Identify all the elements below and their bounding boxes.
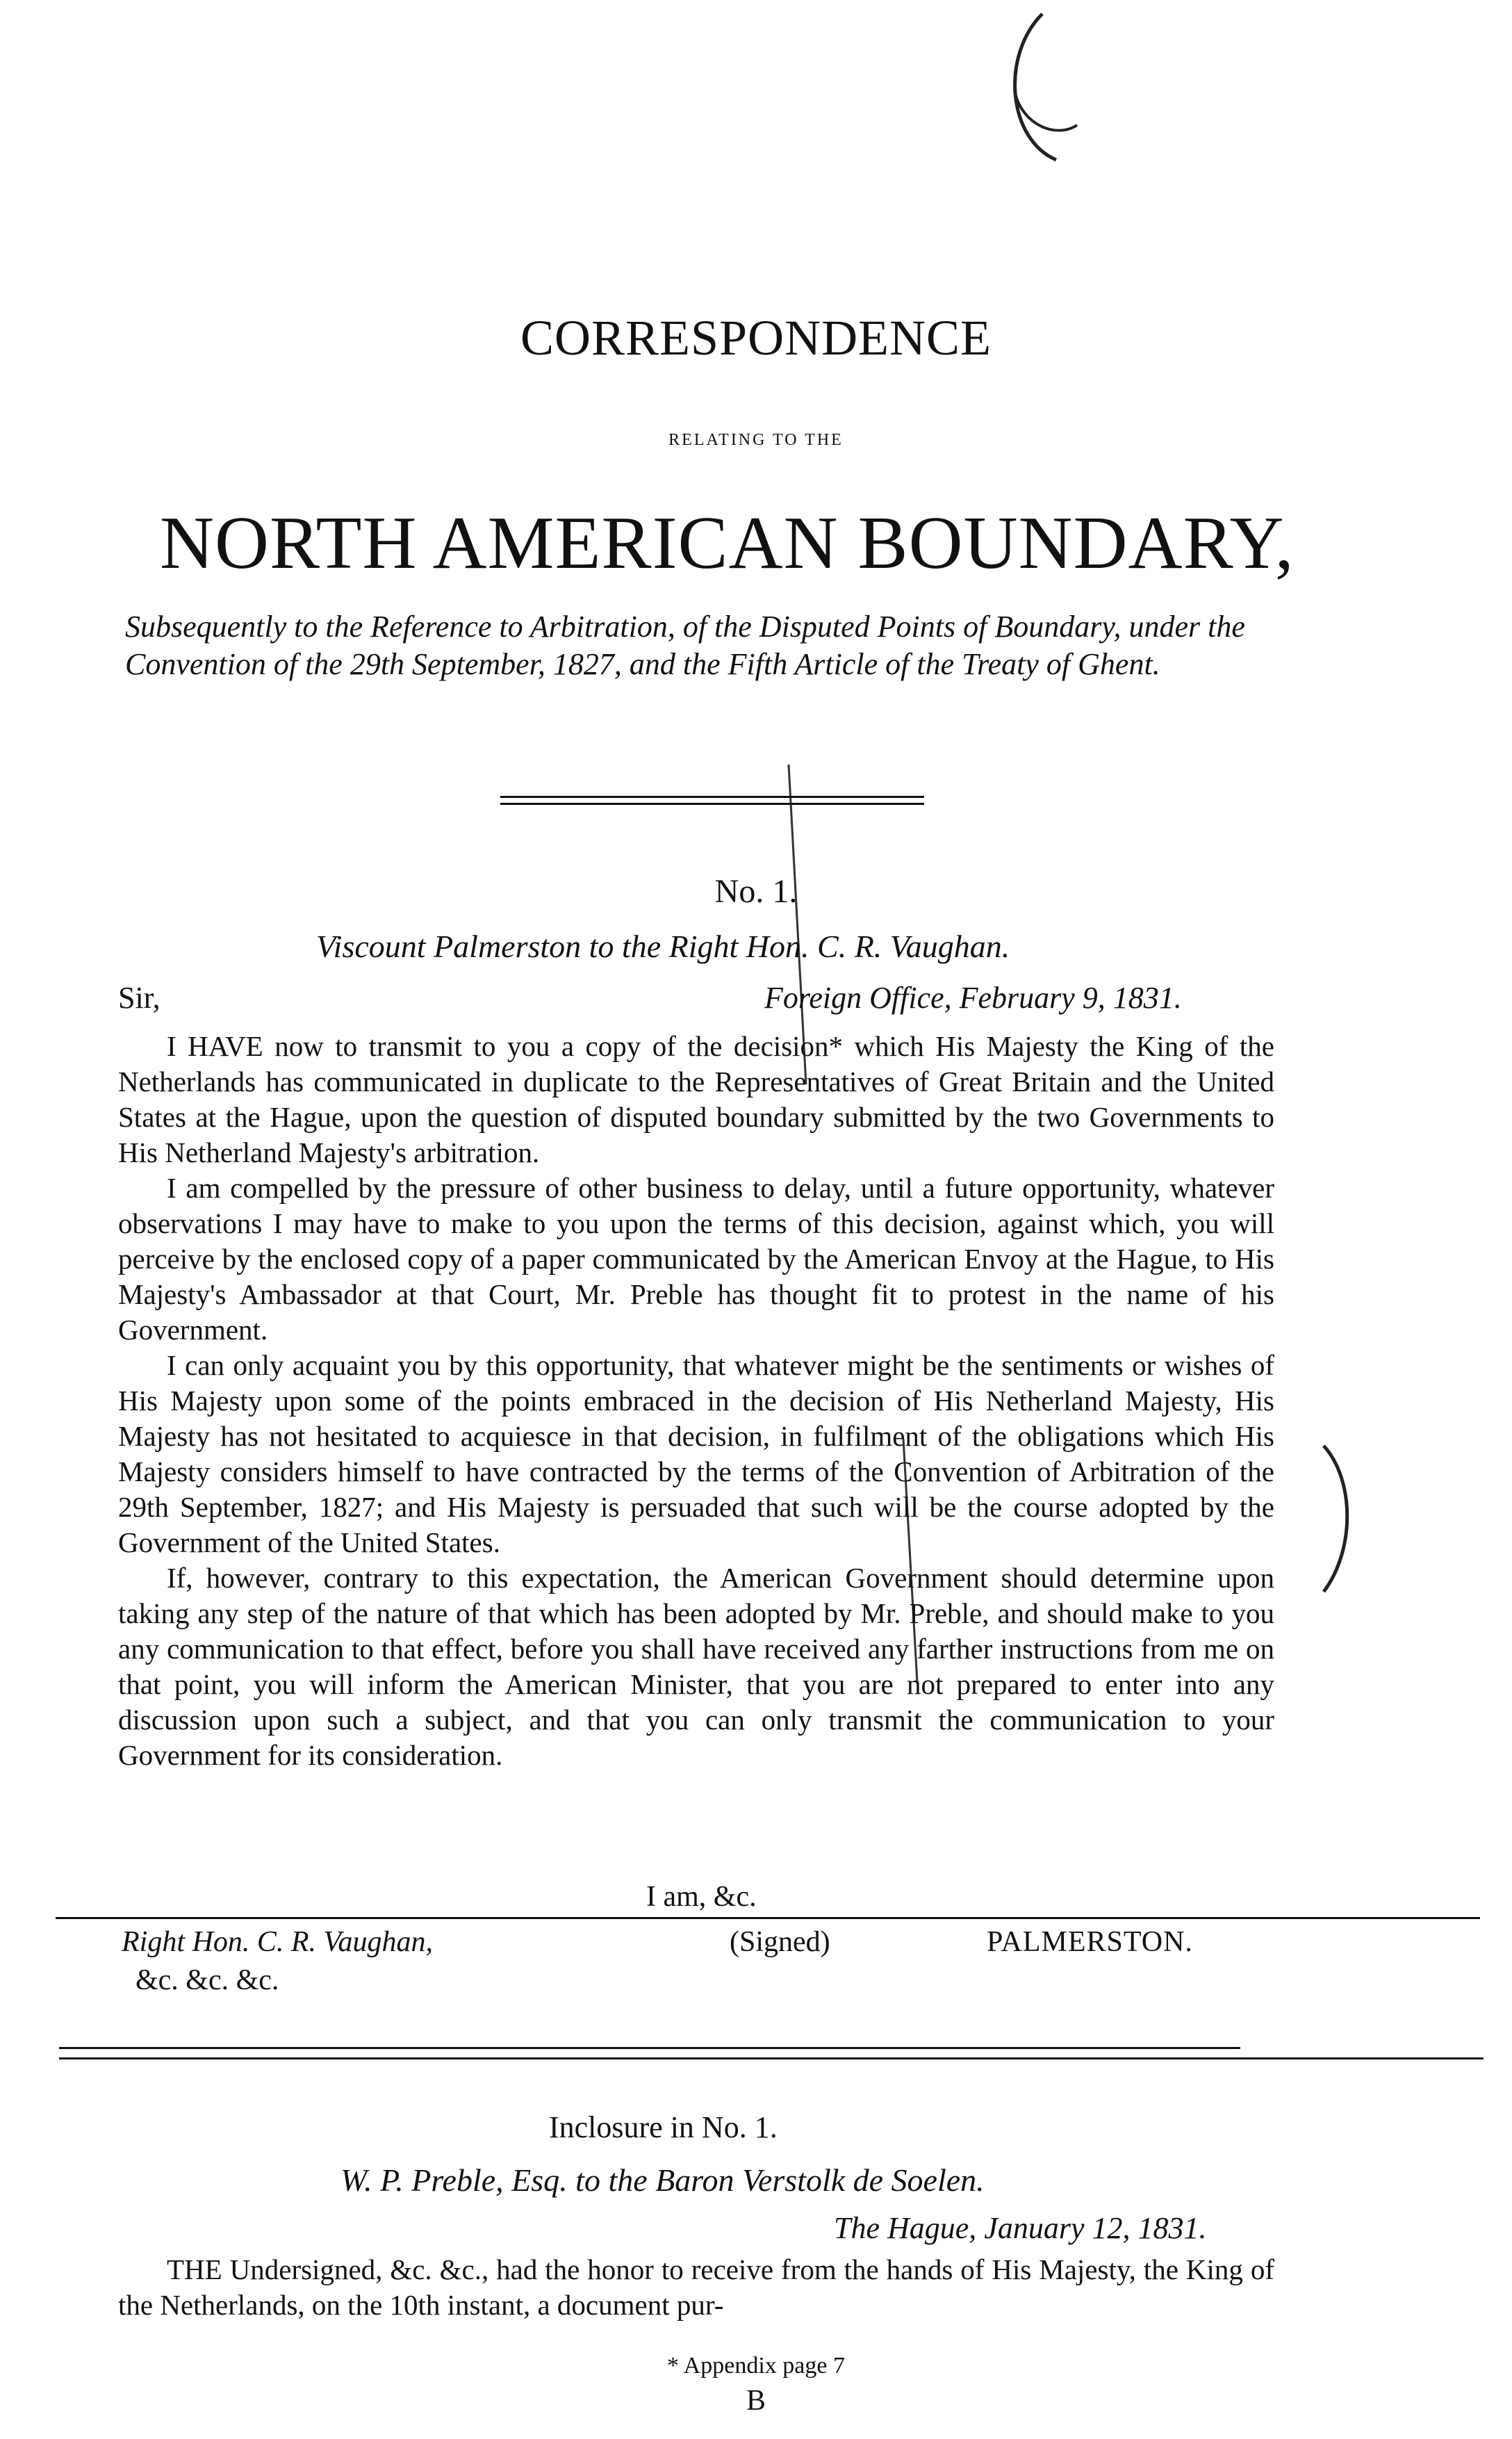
section-rule-top	[59, 2047, 1240, 2049]
letter-paragraph: I can only acquaint you by this opportunity, that whatever might be the sentiments or wishes of His Majesty upon some of the points embraced in the decision of His Netherland Majesty, His Majesty has not hesitated to acquiesce in that decision, in fulfilment of the obligations which His Majesty considers himself to have contracted by the terms of the Convention of Arbitration of the 29th September, 1827; and His Majesty is persuaded that such will be the course adopted by the Government of the United States.	[118, 1349, 1274, 1558]
document-relating: RELATING TO THE	[668, 431, 844, 449]
document-subject: NORTH AMERICAN BOUNDARY,	[160, 502, 1295, 585]
inclosure-dateline: The Hague, January 12, 1831.	[834, 2211, 1207, 2245]
letter-dateline: Foreign Office, February 9, 1831.	[764, 981, 1182, 1015]
document-title: CORRESPONDENCE	[520, 310, 992, 366]
letter-salutation: Sir,	[118, 981, 161, 1015]
letter-addressee-etc: &c. &c. &c.	[135, 1964, 279, 1996]
inclosure-subheading: W. P. Preble, Esq. to the Baron Verstolk de Soelen.	[340, 2162, 985, 2198]
letter-closing: I am, &c.	[646, 1881, 757, 1913]
letter-paragraph: I am compelled by the pressure of other business to delay, until a future opportunity, whatever observations I may have to make to you upon the terms of this decision, against which, you will perceive by the enclosed copy of a paper communicated by the American Envoy at the Hague, to His Majesty's Ambassador at that Court, Mr. Preble has thought fit to protest in the name of his Government.	[118, 1172, 1274, 1346]
letter-number: No. 1.	[714, 873, 798, 910]
document-subtitle: Subsequently to the Reference to Arbitration, of the Disputed Points of Boundary, under the Convention of the 29th September, 1827, and the Fifth Article of the Treaty of Ghent.	[125, 610, 1245, 681]
letter-heading: Viscount Palmerston to the Right Hon. C. R. Vaughan.	[316, 929, 1010, 964]
letter-signed: (Signed)	[730, 1926, 830, 1958]
letter-body	[118, 1029, 1274, 1773]
inclosure-paragraph: THE Undersigned, &c. &c., had the honor to receive from the hands of His Majesty, the King of the Netherlands, on the 10th instant, a document pur-	[118, 2253, 1274, 2321]
title-double-rule	[500, 796, 924, 805]
inclosure-body	[118, 2252, 1274, 2323]
letter-signature: PALMERSTON.	[987, 1926, 1193, 1958]
letter-paragraph: If, however, contrary to this expectation, the American Government should determine upon taking any step of the nature of that which has been adopted by Mr. Preble, and should make to you any communication to that effect, before you shall have received any farther instructions from me on that point, you will inform the American Minister, that you are not prepared to enter into any discussion upon such a subject, and that you can only transmit the communication to your Government for its consideration.	[118, 1562, 1274, 1771]
footnote: * Appendix page 7	[667, 2353, 845, 2379]
signature-mark: B	[746, 2385, 766, 2417]
inclosure-heading: Inclosure in No. 1.	[549, 2110, 778, 2144]
letter-addressee: Right Hon. C. R. Vaughan,	[122, 1926, 433, 1958]
closing-rule	[56, 1917, 1480, 1919]
section-rule-bottom	[59, 2057, 1484, 2059]
letter-paragraph: I HAVE now to transmit to you a copy of the decision* which His Majesty the King of the Netherlands has communicated in duplicate to the Representatives of Great Britain and the United States at the Hague, upon the question of disputed boundary submitted by the two Governments to His Netherland Majesty's arbitration.	[118, 1030, 1274, 1168]
